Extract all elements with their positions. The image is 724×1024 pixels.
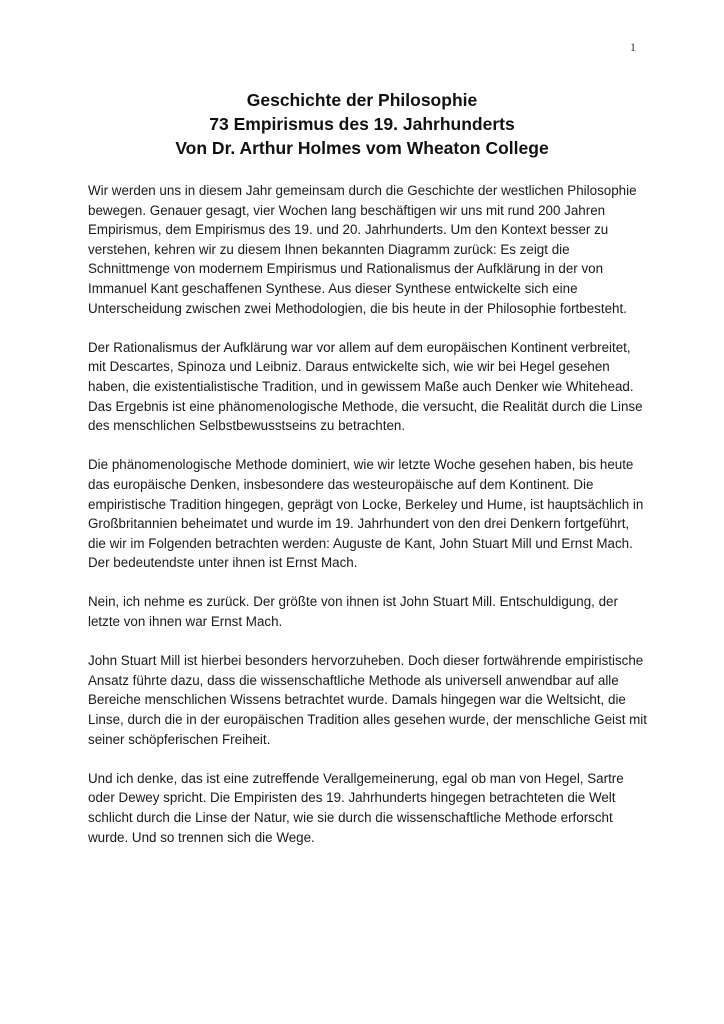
paragraph-4: Nein, ich nehme es zurück. Der größte von ihnen ist John Stuart Mill. Entschuldigung, der letzte von ihnen war Ernst Mach. — [88, 594, 618, 630]
title-block — [0, 88, 724, 160]
paragraph-1: Wir werden uns in diesem Jahr gemeinsam durch die Geschichte der westlichen Philosophie bewegen. Genauer gesagt, vier Wochen lang beschäftigen wir uns mit rund 200 Jahren Empirismus, dem Empirismus des 19. und 20. Jahrhunderts. Um den Kontext besser zu verstehen, kehren wir zu diesem Ihnen bekannten Diagramm zurück: Es zeigt die Schnittmenge von modernem Empirismus und Rationalismus der Aufklärung in der von Immanuel Kant geschaffenen Synthese. Aus dieser Synthese entwickelte sich eine Unterscheidung zwischen zwei Methodologien, die bis heute in der Philosophie fortbesteht. — [88, 183, 637, 316]
title-author: Von Dr. Arthur Holmes vom Wheaton College — [175, 138, 549, 158]
page-number: 1 — [630, 40, 636, 54]
paragraph-2: Der Rationalismus der Aufklärung war vor allem auf dem europäischen Kontinent verbreitet, mit Descartes, Spinoza und Leibniz. Daraus entwickelte sich, wie wir bei Hegel gesehen haben, die existentialistische Tradition, und in gewissem Maße auch Denker wie Whitehead. Das Ergebnis ist eine phänomenologische Methode, die versucht, die Realität durch die Linse des menschlichen Selbstbewusstseins zu betrachten. — [88, 339, 643, 434]
paragraph-5: John Stuart Mill ist hierbei besonders hervorzuheben. Doch dieser fortwährende empiristische Ansatz führte dazu, dass die wissenschaftliche Methode als universell anwendbar auf alle Bereiche menschlichen Wissens betrachtet wurde. Damals hingegen war die Weltsicht, die Linse, durch die in der europäischen Tradition alles gesehen wurde, der menschliche Geist mit seiner schöpferischen Freiheit. — [88, 653, 647, 747]
title-lecture: 73 Empirismus des 19. Jahrhunderts — [209, 114, 515, 134]
paragraph-3: Die phänomenologische Methode dominiert, wie wir letzte Woche gesehen haben, bis heute das europäische Denken, insbesondere das westeuropäische auf dem Kontinent. Die empiristische Tradition hingegen, geprägt von Locke, Berkeley und Hume, ist hauptsächlich in Großbritannien beheimatet und wurde im 19. Jahrhundert von den drei Denkern fortgeführt, die wir im Folgenden betrachten werden: Auguste de Kant, John Stuart Mill und Ernst Mach. Der bedeutendste unter ihnen ist Ernst Mach. — [88, 457, 644, 571]
title-series: Geschichte der Philosophie — [246, 90, 478, 110]
body-text — [88, 181, 648, 867]
paragraph-6: Und ich denke, das ist eine zutreffende Verallgemeinerung, egal ob man von Hegel, Sartre oder Dewey spricht. Die Empiristen des 19. Jahrhunderts hingegen betrachteten die Welt schlicht durch die Linse der Natur, wie sie durch die wissenschaftliche Methode erforscht wurde. Und so trennen sich die Wege. — [88, 770, 624, 845]
